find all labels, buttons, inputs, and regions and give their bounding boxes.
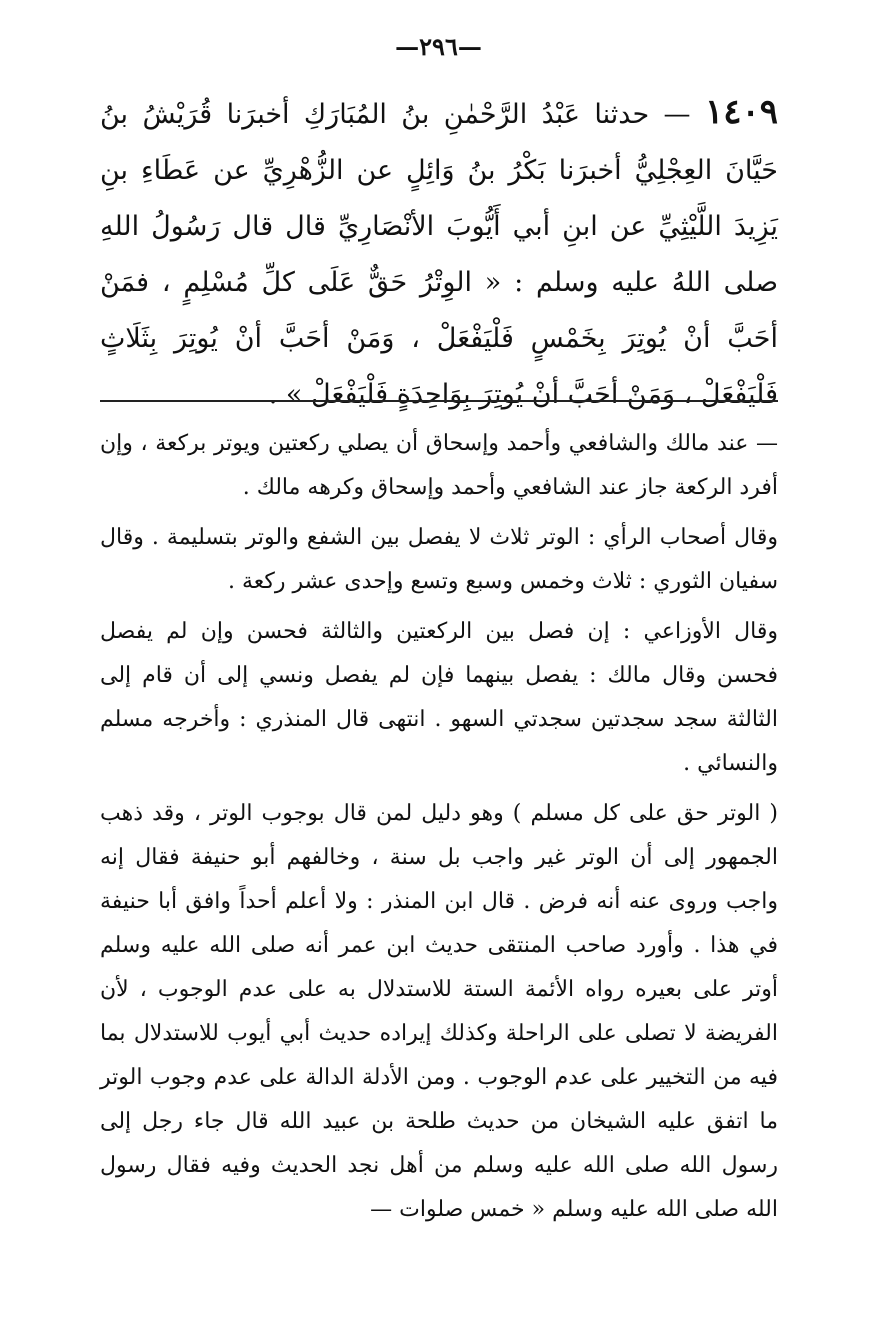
page-number: —٢٩٦— [395,32,482,61]
hadith-text: — حدثنا عَبْدُ الرَّحْمٰنِ بنُ المُبَارَكِ أخبرَنا قُرَيْشُ بنُ حَيَّانَ العِجْلِيُّ أخبرَنا بَكْرُ بنُ وَائِلٍ عن الزُّهْرِيِّ عن عَطَاءِ بنِ يَزِيدَ اللَّيْثِيِّ عن ابنِ أبي أَيُّوبَ الأنْصَارِيِّ قال قال رَسُولُ اللهِ صلى اللهُ عليه وسلم : « الوِتْرُ حَقٌّ عَلَى كلِّ مُسْلِمٍ ، فمَنْ أحَبَّ أنْ يُوتِرَ بِخَمْسٍ فَلْيَفْعَلْ ، وَمَنْ أحَبَّ أنْ يُوتِرَ بِثَلَاثٍ فَلْيَفْعَلْ ، وَمَنْ أحَبَّ أنْ يُوتِرَ بِوَاحِدَةٍ فَلْيَفْعَلْ » . [100,99,778,410]
hadith-block [100,84,778,423]
commentary-paragraph: وقال الأوزاعي : إن فصل بين الركعتين والثالثة فحسن وإن لم يفصل فحسن وقال مالك : يفصل بينهما فإن لم يفصل ونسي إلى أن قام إلى الثالثة سجد سجدتين سجدتي السهو . انتهى قال المنذري : وأخرجه مسلم والنسائي . [100,619,778,776]
hadith-number: ١٤٠٩ [704,92,778,132]
commentary-paragraph: — عند مالك والشافعي وأحمد وإسحاق أن يصلي ركعتين ويوتر بركعة ، وإن أفرد الركعة جاز عند الشافعي وأحمد وإسحاق وكرهه مالك . [100,431,778,500]
footnote-separator [100,400,778,402]
commentary-paragraph: وقال أصحاب الرأي : الوتر ثلاث لا يفصل بين الشفع والوتر بتسليمة . وقال سفيان الثوري : ثلاث وخمس وسبع وتسع وإحدى عشر ركعة . [100,525,778,594]
commentary-section [100,422,778,1232]
commentary-paragraph: ( الوتر حق على كل مسلم ) وهو دليل لمن قال بوجوب الوتر ، وقد ذهب الجمهور إلى أن الوتر غير واجب بل سنة ، وخالفهم أبو حنيفة فقال إنه واجب وروى عنه أنه فرض . قال ابن المنذر : ولا أعلم أحداً وافق أبا حنيفة في هذا . وأورد صاحب المنتقى حديث ابن عمر أنه صلى الله عليه وسلم أوتر على بعيره رواه الأئمة الستة للاستدلال به على عدم الوجوب ، لأن الفريضة لا تصلى على الراحلة وكذلك إيراده حديث أبي أيوب للاستدلال بما فيه من التخيير على عدم الوجوب . ومن الأدلة الدالة على عدم وجوب الوتر ما اتفق عليه الشيخان من حديث طلحة بن عبيد الله قال جاء رجل إلى رسول الله صلى الله عليه وسلم من أهل نجد الحديث وفيه فقال رسول الله صلى الله عليه وسلم « خمس صلوات — [100,801,778,1222]
